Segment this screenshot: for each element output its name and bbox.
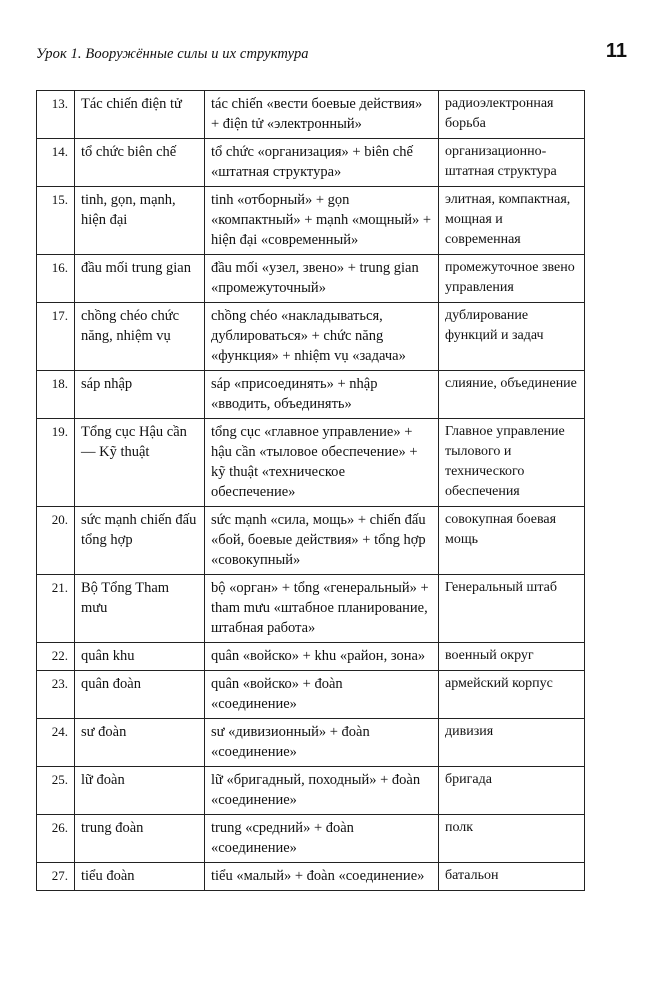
term-breakdown: sáp «присоединять» + nhập «вводить, объединять» <box>205 371 439 419</box>
running-head: Урок 1. Вооружённые силы и их структура <box>36 46 309 62</box>
term-breakdown: trung «средний» + đoàn «соединение» <box>205 815 439 863</box>
term-breakdown: sức mạnh «сила, мощь» + chiến đấu «бой, боевые действия» + tổng hợp «совокупный» <box>205 507 439 575</box>
table-row <box>37 719 585 767</box>
row-number: 15. <box>37 187 75 255</box>
row-number: 16. <box>37 255 75 303</box>
russian-translation: совокупная боевая мощь <box>439 507 585 575</box>
table-row <box>37 303 585 371</box>
table-row <box>37 643 585 671</box>
russian-translation: слияние, объединение <box>439 371 585 419</box>
table-row <box>37 371 585 419</box>
row-number: 17. <box>37 303 75 371</box>
row-number: 14. <box>37 139 75 187</box>
russian-translation: Главное управление тылового и технического обеспечения <box>439 419 585 507</box>
table-row <box>37 575 585 643</box>
table-row <box>37 863 585 891</box>
term-breakdown: tổng cục «главное управление» + hậu cần «тыловое обеспечение» + kỹ thuật «техническое обеспечение» <box>205 419 439 507</box>
vietnamese-term: tiểu đoàn <box>75 863 205 891</box>
term-breakdown: tinh «отборный» + gọn «компактный» + mạnh «мощный» + hiện đại «современный» <box>205 187 439 255</box>
table-row <box>37 815 585 863</box>
russian-translation: дивизия <box>439 719 585 767</box>
term-breakdown: tổ chức «организация» + biên chế «штатная структура» <box>205 139 439 187</box>
row-number: 19. <box>37 419 75 507</box>
row-number: 13. <box>37 91 75 139</box>
row-number: 26. <box>37 815 75 863</box>
vietnamese-term: chồng chéo chức năng, nhiệm vụ <box>75 303 205 371</box>
term-breakdown: tiểu «малый» + đoàn «соединение» <box>205 863 439 891</box>
row-number: 23. <box>37 671 75 719</box>
table-row <box>37 419 585 507</box>
vietnamese-term: tinh, gọn, mạnh, hiện đại <box>75 187 205 255</box>
russian-translation: армейский корпус <box>439 671 585 719</box>
term-breakdown: chồng chéo «накладываться, дублироваться» + chức năng «функция» + nhiệm vụ «задача» <box>205 303 439 371</box>
term-breakdown: tác chiến «вести боевые действия» + điện tử «электронный» <box>205 91 439 139</box>
vietnamese-term: sư đoàn <box>75 719 205 767</box>
table-row <box>37 91 585 139</box>
vietnamese-term: sức mạnh chiến đấu tổng hợp <box>75 507 205 575</box>
glossary-table-body <box>37 91 585 891</box>
row-number: 20. <box>37 507 75 575</box>
russian-translation: Генеральный штаб <box>439 575 585 643</box>
row-number: 27. <box>37 863 75 891</box>
russian-translation: организационно-штатная структура <box>439 139 585 187</box>
russian-translation: батальон <box>439 863 585 891</box>
vietnamese-term: đầu mối trung gian <box>75 255 205 303</box>
russian-translation: дублирование функций и задач <box>439 303 585 371</box>
row-number: 22. <box>37 643 75 671</box>
vietnamese-term: sáp nhập <box>75 371 205 419</box>
row-number: 25. <box>37 767 75 815</box>
table-row <box>37 187 585 255</box>
vietnamese-term: lữ đoàn <box>75 767 205 815</box>
vietnamese-term: trung đoàn <box>75 815 205 863</box>
term-breakdown: đầu mối «узел, звено» + trung gian «промежуточный» <box>205 255 439 303</box>
term-breakdown: sư «дивизионный» + đoàn «соединение» <box>205 719 439 767</box>
term-breakdown: quân «войско» + khu «район, зона» <box>205 643 439 671</box>
term-breakdown: bộ «орган» + tổng «генеральный» + tham mưu «штабное планирование, штабная работа» <box>205 575 439 643</box>
russian-translation: элитная, компактная, мощная и современная <box>439 187 585 255</box>
row-number: 18. <box>37 371 75 419</box>
table-row <box>37 507 585 575</box>
vietnamese-term: Tổng cục Hậu cần — Kỹ thuật <box>75 419 205 507</box>
table-row <box>37 671 585 719</box>
row-number: 21. <box>37 575 75 643</box>
vietnamese-term: quân đoàn <box>75 671 205 719</box>
page-number: 11 <box>605 40 627 62</box>
russian-translation: промежуточное звено управления <box>439 255 585 303</box>
vietnamese-term: tổ chức biên chế <box>75 139 205 187</box>
russian-translation: бригада <box>439 767 585 815</box>
term-breakdown: lữ «бригадный, походный» + đoàn «соединение» <box>205 767 439 815</box>
page-header <box>36 40 629 72</box>
russian-translation: военный округ <box>439 643 585 671</box>
term-breakdown: quân «войско» + đoàn «соединение» <box>205 671 439 719</box>
vietnamese-term: Bộ Tổng Tham mưu <box>75 575 205 643</box>
russian-translation: полк <box>439 815 585 863</box>
glossary-table <box>36 90 585 891</box>
vietnamese-term: Tác chiến điện tử <box>75 91 205 139</box>
row-number: 24. <box>37 719 75 767</box>
russian-translation: радиоэлектронная борьба <box>439 91 585 139</box>
table-row <box>37 139 585 187</box>
table-row <box>37 255 585 303</box>
table-row <box>37 767 585 815</box>
vietnamese-term: quân khu <box>75 643 205 671</box>
